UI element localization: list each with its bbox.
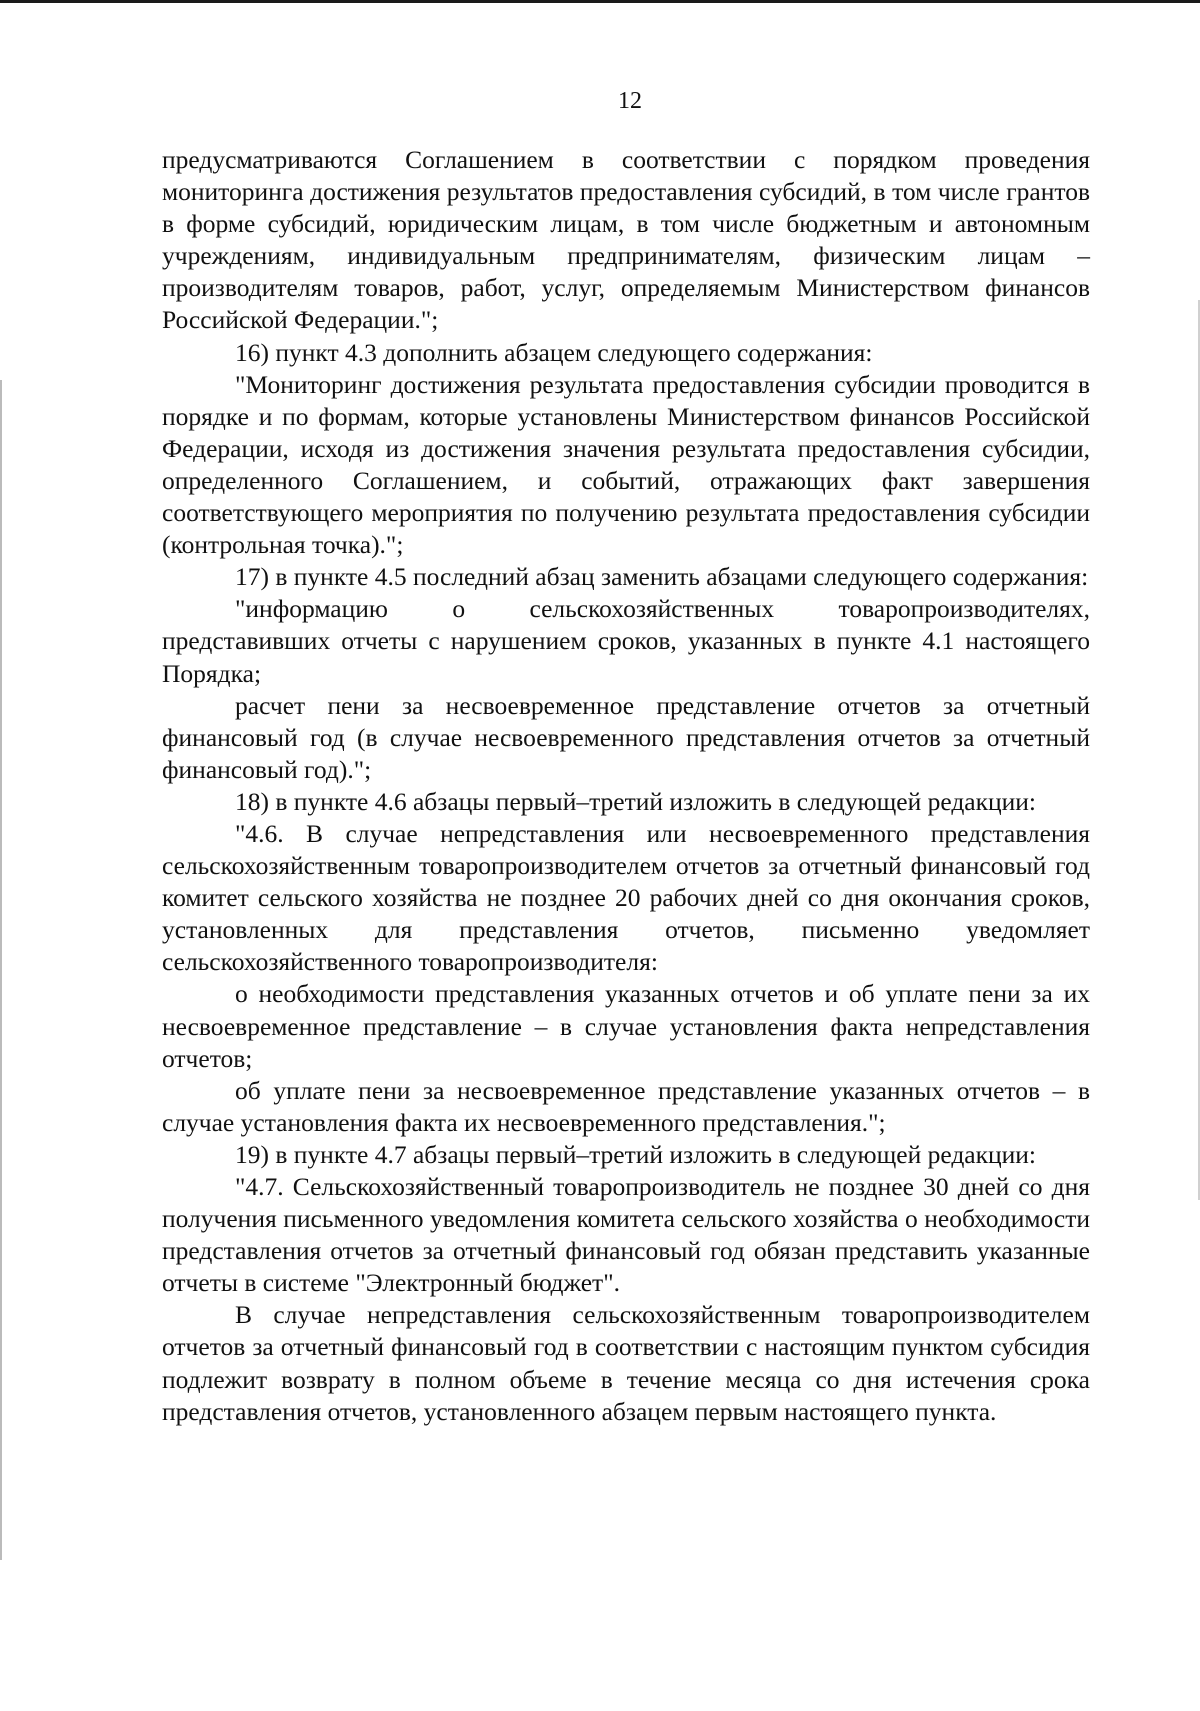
paragraph-continuation: предусматриваются Соглашением в соответствии с порядком проведения мониторинга достижения результатов предоставления субсидий, в том числе грантов в форме субсидий, юридическим лицам, в том числе бюджетным и автономным учреждениям, индивидуальным предпринимателям, физическим лицам – производителям товаров, работ, услуг, определяемым Министерством финансов Российской Федерации."; xyxy=(162,145,1090,335)
paragraph-item-18: 18) в пункте 4.6 абзацы первый–третий изложить в следующей редакции: xyxy=(235,786,1037,816)
scan-border-top xyxy=(0,0,1200,3)
paragraph-quote-info: "информацию о сельскохозяйственных товаропроизводителях, представивших отчеты с нарушением сроков, указанных в пункте 4.1 настоящего Порядка; xyxy=(162,594,1090,688)
paragraph-penalty-calc: расчет пени за несвоевременное представление отчетов за отчетный финансовый год (в случае несвоевременного представления отчетов за отчетный финансовый год)."; xyxy=(162,690,1090,784)
paragraph-quote-4-7: "4.7. Сельскохозяйственный товаропроизводитель не позднее 30 дней со дня получения письменного уведомления комитета сельского хозяйства о необходимости представления отчетов за отчетный финансовый год обязан представить указанные отчеты в системе "Электронный бюджет". xyxy=(162,1172,1090,1298)
paragraph-item-19: 19) в пункте 4.7 абзацы первый–третий изложить в следующей редакции: xyxy=(235,1139,1037,1169)
paragraph-item-16: 16) пункт 4.3 дополнить абзацем следующего содержания: xyxy=(235,337,873,367)
paragraph-item-17: 17) в пункте 4.5 последний абзац заменить абзацами следующего содержания: xyxy=(235,562,1089,592)
scan-border-left xyxy=(0,380,2,1560)
paragraph-necessity: о необходимости представления указанных отчетов и об уплате пени за их несвоевременное представление – в случае установления факта непредставления отчетов; xyxy=(162,979,1090,1073)
paragraph-penalty-payment: об уплате пени за несвоевременное представление указанных отчетов – в случае установления факта их несвоевременного представления."; xyxy=(162,1075,1090,1137)
paragraph-quote-4-6: "4.6. В случае непредставления или несвоевременного представления сельскохозяйственным товаропроизводителем отчетов за отчетный финансовый год комитет сельского хозяйства не позднее 20 рабочих дней со дня окончания сроков, установленных для представления отчетов, письменно уведомляет сельскохозяйственного товаропроизводителя: xyxy=(162,818,1090,977)
document-body xyxy=(162,144,1090,1428)
page-number: 12 xyxy=(618,88,642,114)
paragraph-refund: В случае непредставления сельскохозяйственным товаропроизводителем отчетов за отчетный финансовый год в соответствии с настоящим пунктом субсидия подлежит возврату в полном объеме в течение месяца со дня истечения срока представления отчетов, установленного абзацем первым настоящего пункта. xyxy=(162,1300,1090,1426)
paragraph-quote-monitoring: "Мониторинг достижения результата предоставления субсидии проводится в порядке и по формам, которые установлены Министерством финансов Российской Федерации, исходя из достижения значения результата предоставления субсидии, определенного Соглашением, и событий, отражающих факт завершения соответствующего мероприятия по получению результата предоставления субсидии (контрольная точка)."; xyxy=(162,369,1090,560)
